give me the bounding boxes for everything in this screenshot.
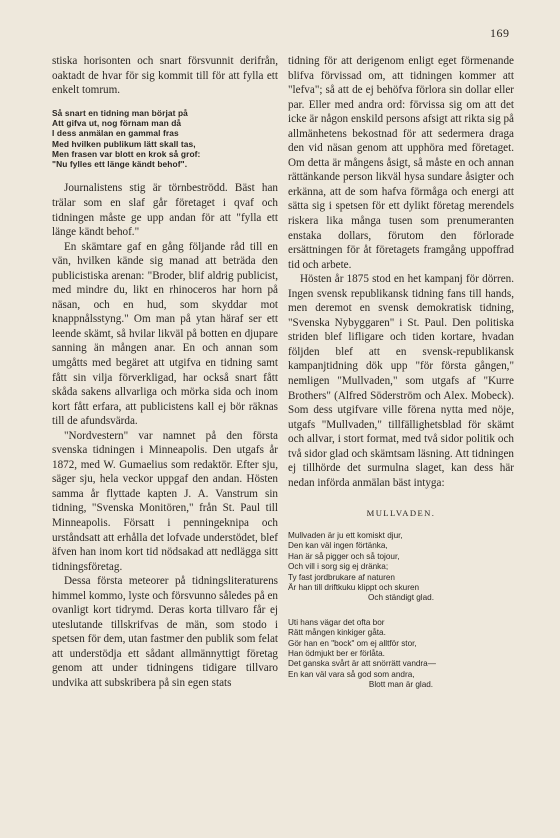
poem-line: Han är så pigger och så tojour, bbox=[288, 551, 400, 561]
left-paragraph-1: stiska horisonten och snart försvunnit derifrån, oaktadt de hvar för sig kommit till för att fylla ett enkelt tomrum. bbox=[52, 55, 278, 97]
poem-line: Och vill i sorg sig ej dränka; bbox=[288, 562, 389, 572]
poem-refrain: Och ständigt glad. bbox=[368, 593, 434, 603]
poem-line: Han ödmjukt ber er förlåta. bbox=[288, 649, 385, 659]
verse-line: Så snart en tidning man börjat på bbox=[52, 107, 188, 118]
verse-line: Men frasen var blott en krok så grof: bbox=[52, 148, 201, 159]
poem-line: Rätt mången kinkiger gåta. bbox=[288, 628, 386, 638]
right-paragraph-1: tidning för att derigenom enligt eget förmenande blifva förvissad om, att tidningen kommer att "lefva"; så att de ej behöfva förlora sin dollar eller par. Eller med andra ord: förvissa sig om att det icke är någon enskild persons afsigt att rikta sig på allmänhetens bekostnad för att sedermera draga den vid näsan genom att upphöra med företaget. Om detta är mångens åsigt, så måste en och annan rättänkande person likväl hysa sundare åsigter och erkänna, att de som hafva förmåga och energi att sätta sig i spetsen för ett dylikt företag merendels riskera lika många tusen som prenumeranten enstaka dollars, förutom den förlorade ersättningen för åt företagets framgång uppoffrad tid och arbete. bbox=[288, 55, 514, 271]
right-paragraph-2: Hösten år 1875 stod en het kampanj för dörren. Ingen svensk republikansk tidning fans till hands, men deremot en svensk demokratisk tidning, "Svenska Nybyggaren" i St. Paul. Den politiska striden blef lifligare och tiden kortare, hvadan följden blef att en svensk-republikansk kampanjtidning dök upp "för första gången," nemligen "Mullvaden," som utgafs af "Kurre Brothers" (Alfred Söderström och Alex. Mobeck). Som dess utgifvare ville förena nytta med nöje, utgafs "Mullvaden," tillfällighetsblad för skämt och allvar, i stort format, med två sidor politik och två sidor glad och skämtsam läsning. Att tidningen ej tillhörde det surmulna slaget, kan dess här nedan införda anmälan bäst intyga: bbox=[288, 273, 514, 489]
page-number: 169 bbox=[490, 26, 510, 40]
poem-title: MULLVADEN. bbox=[366, 508, 436, 519]
poem-line: Ty fast jordbrukare af naturen bbox=[288, 572, 395, 582]
verse-line: Att gifva ut, nog förnam man då bbox=[52, 117, 182, 128]
poem bbox=[288, 531, 514, 691]
left-paragraph-5: Dessa första meteorer på tidningsliteraturens himmel kommo, lyste och försvunno således på en ovanligt kort tidrymd. Deras korta tillvaro får ej uteslutande tillskrifvas de män, som stodo i spetsen för dem, utan fastmer den publik som felat att understödja ett sådant allmännyttigt företag genom att under tidningens tidigare tillvaro undvika att subskribera på sin egen stats bbox=[52, 575, 278, 690]
left-paragraph-2: Journalistens stig är törnbeströdd. Bäst han trälar som en slaf går företaget i qvaf och tidningen måste ge upp andan för att "fylla ett länge kändt behof." bbox=[52, 182, 278, 239]
poem-line: En kan väl vara så god som andra, bbox=[288, 669, 415, 679]
left-paragraph-3: En skämtare gaf en gång följande råd till en vän, hvilken kände sig manad att beträda den publicistiska arenan: "Broder, blif aldrig publicist, med mindre du, likt en rhinoceros har horn på näsan, och en hud, som skyddar mot knappnålsstyng." Om man på ytan häraf ser ett leende skämt, så hvilar likväl på botten en djupare sanning än mången anar. En och annan som umgåtts med begäret att utgifva en tidning samt fått sin vilja förverkligad, har också snart fått skåda sakens allvarliga och mörka sida och inom kort fått erfara, att publicistens kall ej bör räknas till de afundsvärda. bbox=[52, 240, 278, 428]
poem-line: Det ganska svårt är att snörrätt vandra— bbox=[288, 659, 436, 669]
verse-line: "Nu fylles ett länge kändt behof". bbox=[52, 159, 188, 170]
verse-line: Med hvilken publikum lätt skall tas, bbox=[52, 138, 196, 149]
poem-refrain: Blott man är glad. bbox=[368, 680, 434, 690]
poem-stanza-1 bbox=[288, 531, 514, 604]
poem-line: Är han till driftkuku klippt och skuren bbox=[288, 582, 420, 592]
poem-stanza-2 bbox=[288, 618, 514, 691]
left-column bbox=[52, 54, 278, 691]
inserted-verse bbox=[52, 108, 278, 170]
poem-line: Uti hans vägar det ofta bor bbox=[288, 617, 385, 627]
left-paragraph-4: "Nordvestern" var namnet på den första svenska tidningen i Minneapolis. Den utgafs år 1872, med W. Gumaelius som redaktör. Efter sju, säger sju, hela veckor uppgaf den andan. Hösten samma år flyttade kapten J. A. Vanstrum sin tidning, "Svenska Monitören," från St. Paul till Minneapolis. Försatt i penningeknipa och urståndsatt att erhålla det lofvade understödet, blef äfven han inom kort tid nödsakad att nedlägga sitt tidningsföretag. bbox=[52, 429, 278, 573]
verse-line: I dess anmälan en gammal fras bbox=[52, 128, 179, 139]
poem-line: Den kan väl ingen förtänka, bbox=[288, 541, 388, 551]
poem-line: Gör han en "bock" om ej alltför stor, bbox=[288, 638, 417, 648]
right-column bbox=[288, 54, 514, 705]
poem-line: Mullvaden är ju ett komiskt djur, bbox=[288, 530, 403, 540]
